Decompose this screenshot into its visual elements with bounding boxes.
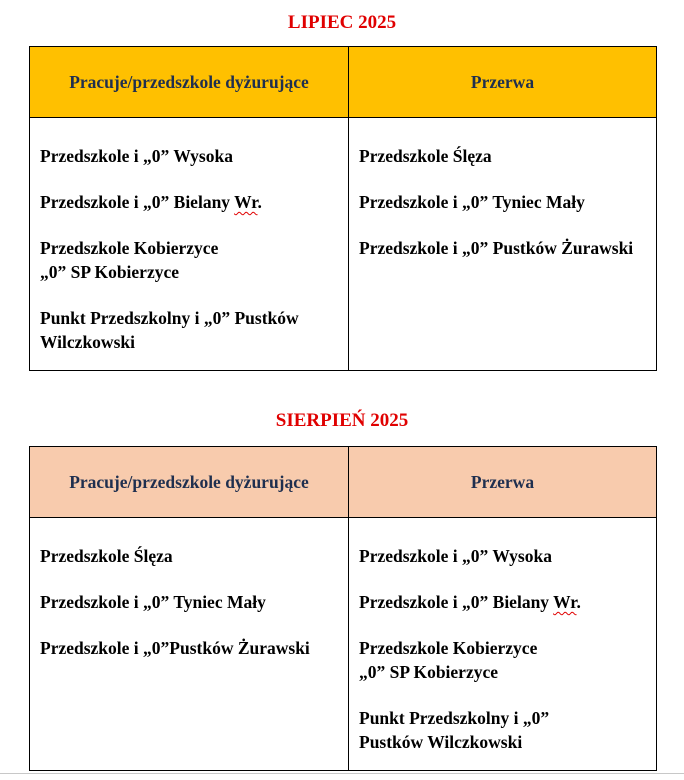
july-working-item: Przedszkole i „0” Bielany Wr. [40, 192, 262, 212]
july-working-item: Przedszkole i „0” Wysoka [40, 146, 233, 166]
august-break-item: Punkt Przedszkolny i „0” Pustków Wilczkowski [359, 708, 550, 752]
august-working-item: Przedszkole Ślęza [40, 546, 173, 566]
july-working-item: Punkt Przedszkolny i „0” Pustków Wilczkowski [40, 308, 299, 352]
august-break-cell [349, 518, 657, 771]
august-working-item: Przedszkole i „0”Pustków Żurawski [40, 638, 310, 658]
august-break-item: Przedszkole i „0” Bielany Wr. [359, 592, 581, 612]
page-bottom-divider [0, 773, 684, 774]
july-working-cell [30, 118, 349, 371]
july-break-item: Przedszkole i „0” Tyniec Mały [359, 192, 585, 212]
spellcheck-mark: Wr [553, 592, 577, 612]
july-title: LIPIEC 2025 [287, 12, 397, 33]
august-header-working: Pracuje/przedszkole dyżurujące [30, 447, 349, 518]
july-header-break: Przerwa [349, 47, 657, 118]
august-working-cell [30, 518, 349, 771]
august-table [29, 446, 657, 771]
spellcheck-mark: Wr [234, 192, 258, 212]
july-break-item: Przedszkole i „0” Pustków Żurawski [359, 238, 634, 258]
july-working-item: Przedszkole Kobierzyce „0” SP Kobierzyce [40, 238, 219, 282]
august-working-item: Przedszkole i „0” Tyniec Mały [40, 592, 266, 612]
july-break-cell [349, 118, 657, 371]
july-break-item: Przedszkole Ślęza [359, 146, 492, 166]
august-break-item: Przedszkole i „0” Wysoka [359, 546, 552, 566]
august-header-break: Przerwa [349, 447, 657, 518]
july-table [29, 46, 657, 371]
august-break-item: Przedszkole Kobierzyce „0” SP Kobierzyce [359, 638, 538, 682]
august-title: SIERPIEŃ 2025 [275, 410, 409, 431]
july-header-working: Pracuje/przedszkole dyżurujące [30, 47, 349, 118]
